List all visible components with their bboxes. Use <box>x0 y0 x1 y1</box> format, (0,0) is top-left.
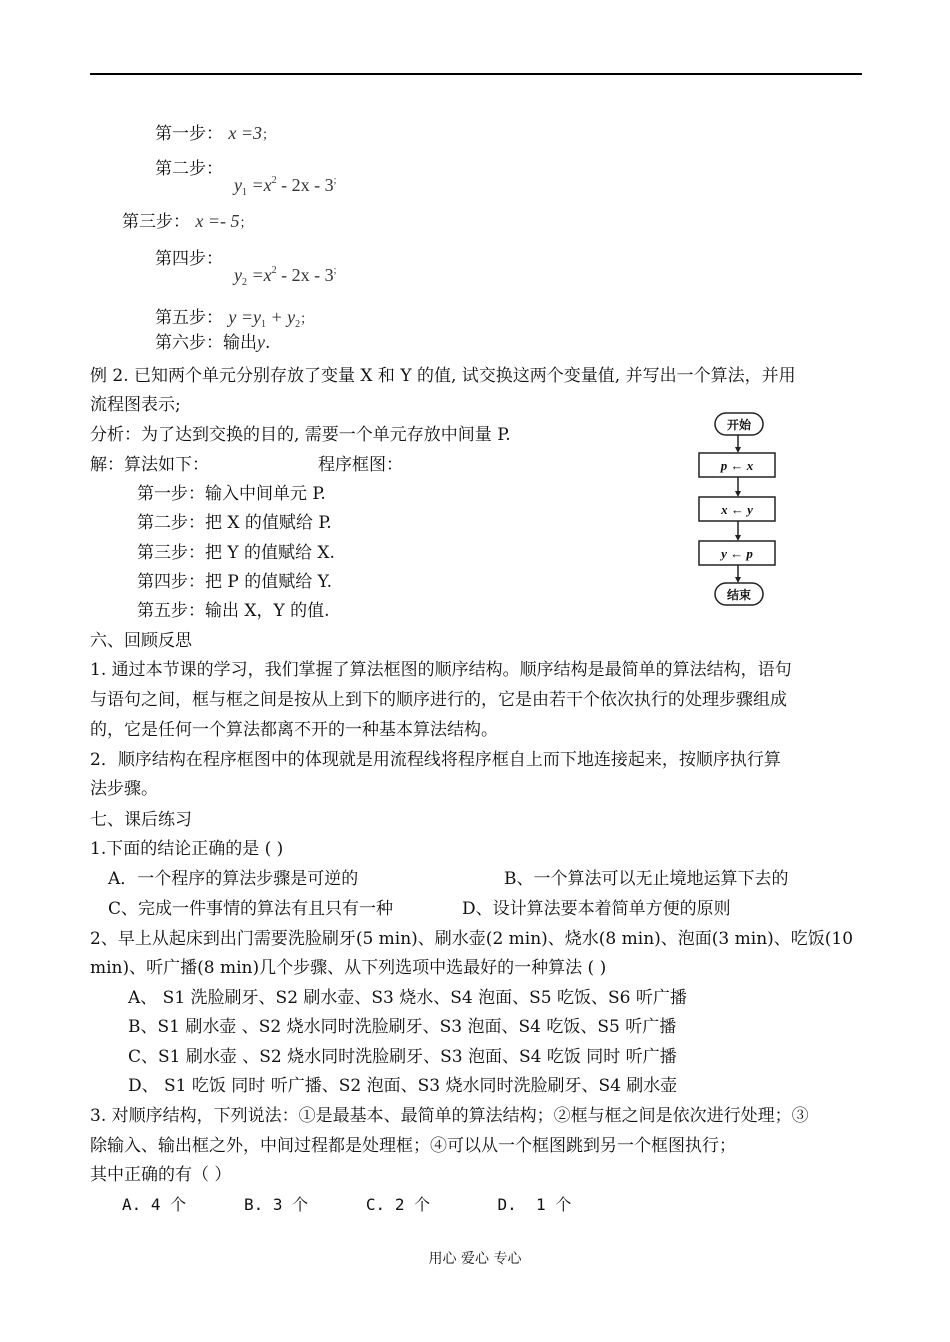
step-6: 第六步：输出y. <box>155 332 271 353</box>
section6-p1-line3: 的，它是任何一个算法都离不开的一种基本算法结构。 <box>90 720 498 740</box>
section6-p2-line1: 2．顺序结构在程序框图中的体现就是用流程线将程序框自上而下地连接起来，按顺序执行算 <box>90 750 781 770</box>
flowchart-box-2-text: x ← y <box>721 502 753 517</box>
q2-option-a: A、 S1 洗脸刷牙、S2 刷水壶、S3 烧水、S4 泡面、S5 吃饭、S6 听广播 <box>128 988 687 1008</box>
section6-p1-line2: 与语句之间，框与框之间是按从上到下的顺序进行的，它是由若干个依次执行的处理步骤组成 <box>90 690 787 710</box>
example2-step-5: 第五步：输出 X，Y 的值. <box>137 601 330 621</box>
example2-step-3: 第三步：把 Y 的值赋给 X. <box>137 543 335 563</box>
q1-option-a: A．一个程序的算法步骤是可逆的 <box>108 869 359 889</box>
q3-line2: 除输入、输出框之外，中间过程都是处理框；④可以从一个框图跳到另一个框图执行； <box>90 1136 736 1156</box>
example2-solution: 解：算法如下： <box>90 455 209 475</box>
flowchart-start: 开始 <box>726 418 752 432</box>
q1-option-d: D、设计算法要本着简单方便的原则 <box>462 899 731 919</box>
example2-line1: 例 2. 已知两个单元分别存放了变量 X 和 Y 的值, 试交换这两个变量值, 并写出一个算法，并用 <box>90 366 796 386</box>
q3-options: A. 4 个 B. 3 个 C. 2 个 D. 1 个 <box>122 1195 572 1214</box>
flowchart-box-3-text: y ← p <box>721 546 753 561</box>
step-1: 第一步： x =3； <box>155 123 276 144</box>
q2-option-b: B、S1 刷水壶 、S2 烧水同时洗脸刷牙、S3 泡面、S4 吃饭、S5 听广播 <box>128 1017 677 1037</box>
q3-line1: 3. 对顺序结构，下列说法：①是最基本、最简单的算法结构；②框与框之间是依次进行处理；③ <box>90 1106 809 1126</box>
step-2-formula: $y_1 =x^2 - 2x - 3^;$ <box>234 175 337 198</box>
example2-step-2: 第二步：把 X 的值赋给 P. <box>137 513 332 533</box>
step-5: 第五步： $y =y_1 + y_2$； <box>155 307 314 330</box>
step-4-label: 第四步： <box>155 249 223 269</box>
flowchart-end: 结束 <box>726 588 752 602</box>
q3-line3: 其中正确的有（ ） <box>90 1165 232 1185</box>
step-2-label: 第二步： <box>155 159 223 179</box>
step-5-formula: $y =y_1 + y_2$ <box>228 307 301 330</box>
q2-option-c: C、S1 刷水壶 、S2 烧水同时洗脸刷牙、S3 泡面、S4 吃饭 同时 听广播 <box>128 1047 677 1067</box>
step-3-formula: x =- 5 <box>195 211 240 231</box>
flowchart <box>690 405 790 610</box>
section7-heading: 七、课后练习 <box>90 810 192 830</box>
page-footer: 用心 爱心 专心 <box>428 1251 522 1267</box>
q1-stem: 1.下面的结论正确的是 ( ) <box>90 839 284 859</box>
step-1-formula: x =3 <box>228 123 263 143</box>
q1-option-c: C、完成一件事情的算法有且只有一种 <box>108 899 394 919</box>
example2-analysis: 分析：为了达到交换的目的, 需要一个单元存放中间量 P. <box>90 425 511 445</box>
q2-option-d: D、 S1 吃饭 同时 听广播、S2 泡面、S3 烧水同时洗脸刷牙、S4 刷水壶 <box>128 1076 678 1096</box>
q2-line2: min)、听广播(8 min)几个步骤、从下列选项中选最好的一种算法 ( ) <box>90 958 607 978</box>
section6-heading: 六、回顾反思 <box>90 631 192 651</box>
flowchart-box-1-text: p ← x <box>720 458 754 473</box>
header-rule <box>90 73 862 75</box>
step-3: 第三步： x =- 5； <box>122 211 253 232</box>
q2-line1: 2、早上从起床到出门需要洗脸刷牙(5 min)、刷水壶(2 min)、烧水(8 min)、泡面(3 min)、吃饭(10 <box>90 929 854 949</box>
q1-option-b: B、一个算法可以无止境地运算下去的 <box>504 869 789 889</box>
example2-step-1: 第一步：输入中间单元 P. <box>137 484 326 504</box>
section6-p1-line1: 1. 通过本节课的学习，我们掌握了算法框图的顺序结构。顺序结构是最简单的算法结构，语句 <box>90 660 792 680</box>
section6-p2-line2: 法步骤。 <box>90 779 158 799</box>
example2-line2: 流程图表示; <box>90 395 181 415</box>
example2-step-4: 第四步：把 P 的值赋给 Y. <box>137 572 333 592</box>
example2-chart-label: 程序框图： <box>318 455 403 475</box>
step-4-formula: $y_2 =x^2 - 2x - 3^;$ <box>234 265 337 288</box>
